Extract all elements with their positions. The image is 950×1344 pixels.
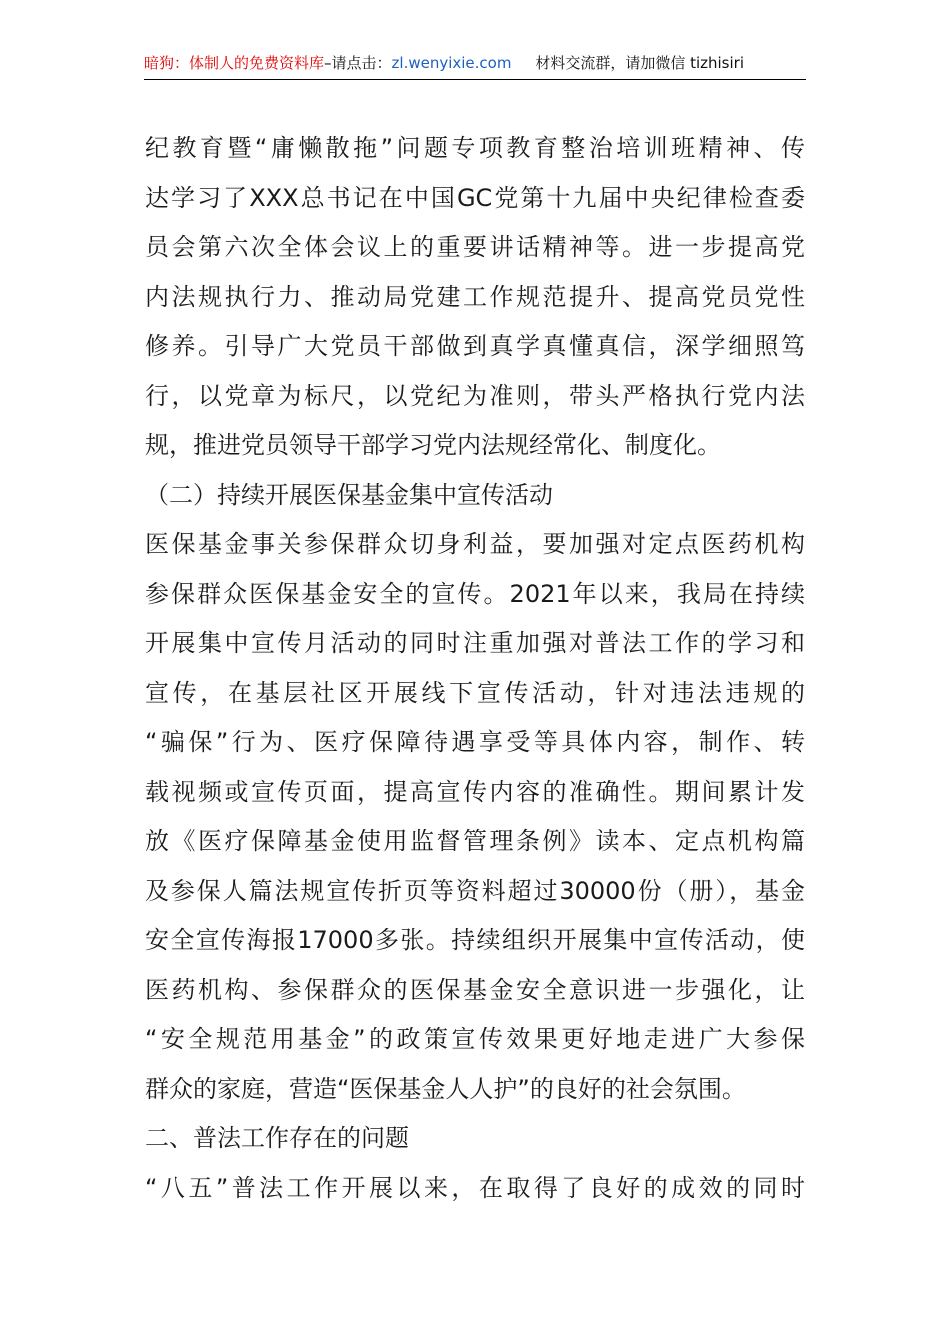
body-line: 安全宣传海报17000多张。持续组织开展集中宣传活动，使	[145, 926, 805, 954]
body-line: “安全规范用基金”的政策宣传效果更好地走进广大参保	[145, 1025, 805, 1053]
body-line: 宣传，在基层社区开展线下宣传活动，针对违法违规的	[145, 678, 805, 707]
body-line: 达学习了XXX总书记在中国GC党第十九届中央纪律检查委	[145, 183, 805, 212]
header-contact: 材料交流群，请加微信 tizhisiri	[535, 54, 744, 72]
section-heading: （二）持续开展医保基金集中宣传活动	[145, 480, 553, 509]
body-line: “骗保”行为、医疗保障待遇享受等具体内容，制作、转	[145, 728, 805, 756]
body-line: 开展集中宣传月活动的同时注重加强对普法工作的学习和	[145, 629, 805, 657]
body-line: 医保基金事关参保群众切身利益，要加强对定点医药机构	[145, 530, 805, 558]
body-line: 放《医疗保障基金使用监督管理条例》读本、定点机构篇	[145, 827, 805, 855]
body-line: 行，以党章为标尺，以党纪为准则，带头严格执行党内法	[145, 381, 805, 410]
body-line: 员会第六次全体会议上的重要讲话精神等。进一步提高党	[145, 233, 805, 261]
page-header	[144, 50, 806, 76]
header-divider	[144, 79, 806, 80]
header-url-link[interactable]: zl.wenyixie.com	[391, 54, 512, 72]
body-line: 参保群众医保基金安全的宣传。2021年以来，我局在持续	[145, 579, 805, 608]
header-brand: 暗狗：体制人的免费资料库	[144, 54, 325, 72]
body-line: 载视频或宣传页面，提高宣传内容的准确性。期间累计发	[145, 777, 805, 806]
header-prompt: –请点击：	[324, 54, 392, 72]
section-heading: 二、普法工作存在的问题	[145, 1124, 409, 1152]
document-body	[145, 124, 805, 1213]
body-line: 及参保人篇法规宣传折页等资料超过30000份（册），基金	[145, 876, 805, 905]
body-line: 群众的家庭，营造“医保基金人人护”的良好的社会氛围。	[145, 1074, 746, 1103]
body-line: “八五”普法工作开展以来，在取得了良好的成效的同时	[145, 1173, 805, 1202]
body-line: 内法规执行力、推动局党建工作规范提升、提高党员党性	[145, 282, 805, 311]
body-line: 医药机构、参保群众的医保基金安全意识进一步强化，让	[145, 975, 805, 1004]
body-line: 修养。引导广大党员干部做到真学真懂真信，深学细照笃	[145, 332, 805, 360]
body-line: 规，推进党员领导干部学习党内法规经常化、制度化。	[145, 431, 721, 459]
body-line: 纪教育暨“庸懒散拖”问题专项教育整治培训班精神、传	[145, 134, 805, 162]
